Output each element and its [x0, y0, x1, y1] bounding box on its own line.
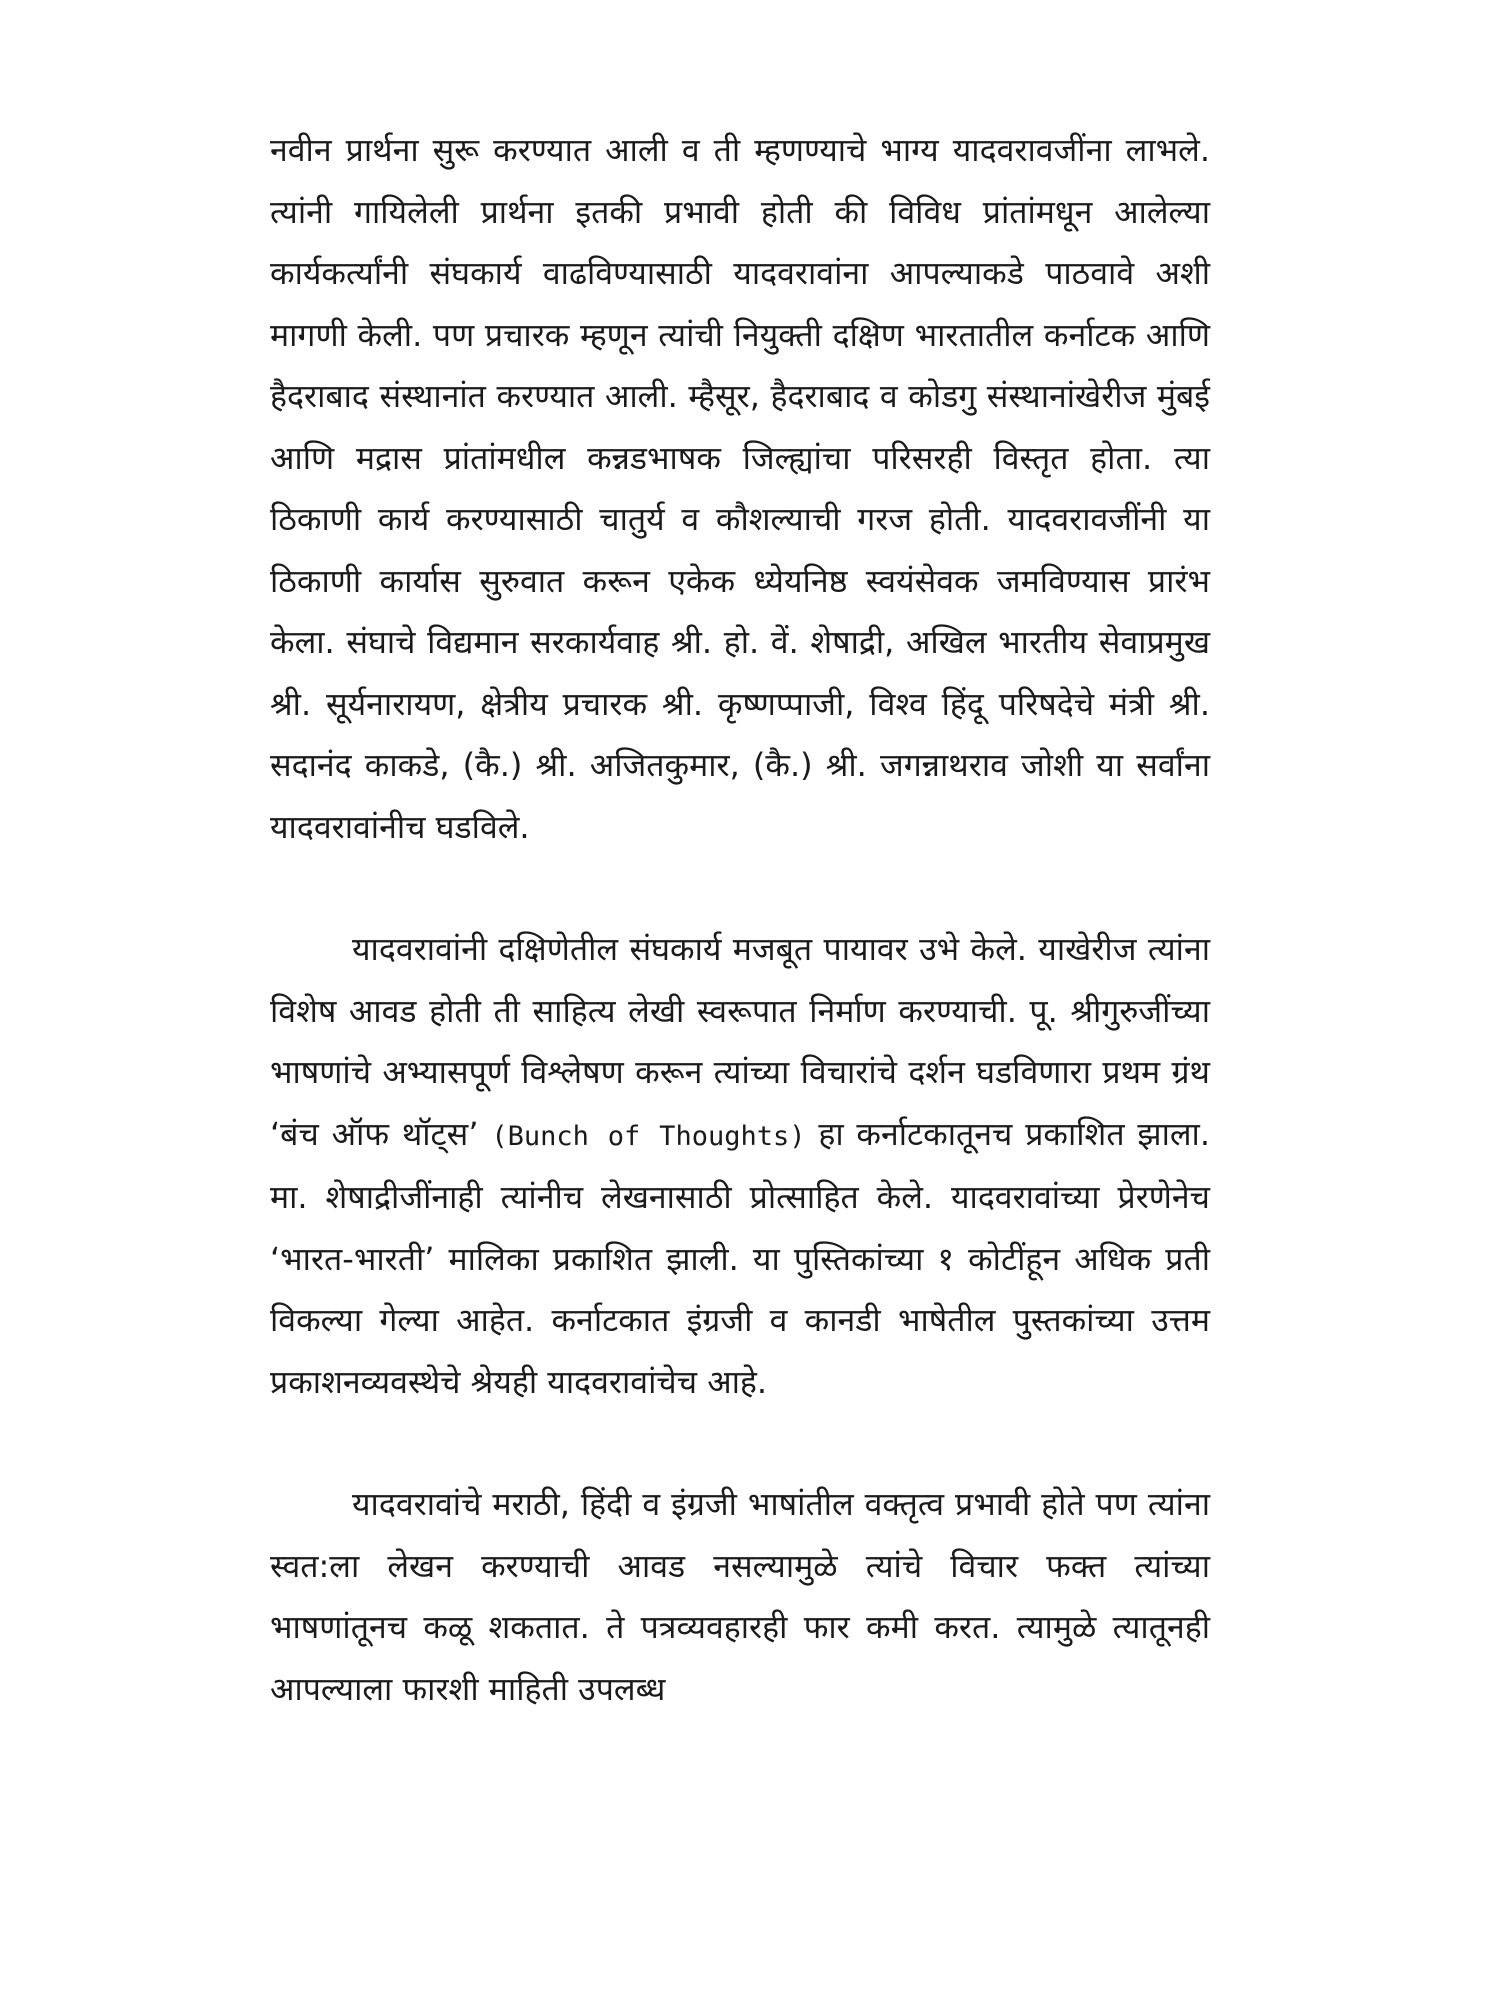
- paragraph-1: नवीन प्रार्थना सुरू करण्यात आली व ती म्हणण्याचे भाग्य यादवरावजींना लाभले. त्यांनी गायिलेली प्रार्थना इतकी प्रभावी होती की विविध प्रांतांमधून आलेल्या कार्यकर्त्यांनी संघकार्य वाढविण्यासाठी यादवरावांना आपल्याकडे पाठवावे अशी मागणी केली. पण प्रचारक म्हणून त्यांची नियुक्ती दक्षिण भारतातील कर्नाटक आणि हैदराबाद संस्थानांत करण्यात आली. म्हैसूर, हैदराबाद व कोडगु संस्थानांखेरीज मुंबई आणि मद्रास प्रांतांमधील कन्नडभाषक जिल्ह्यांचा परिसरही विस्तृत होता. त्या ठिकाणी कार्य करण्यासाठी चातुर्य व कौशल्याची गरज होती. यादवरावजींनी या ठिकाणी कार्यास सुरुवात करून एकेक ध्येयनिष्ठ स्वयंसेवक जमविण्यास प्रारंभ केला. संघाचे विद्यमान सरकार्यवाह श्री. हो. वें. शेषाद्री, अखिल भारतीय सेवाप्रमुख श्री. सूर्यनारायण, क्षेत्रीय प्रचारक श्री. कृष्णप्पाजी, विश्व हिंदू परिषदेचे मंत्री श्री. सदानंद काकडे, (कै.) श्री. अजितकुमार, (कै.) श्री. जगन्नाथराव जोशी या सर्वांना यादवरावांनीच घडविले.: [270, 131, 1210, 846]
- paragraph-3: यादवरावांचे मराठी, हिंदी व इंग्रजी भाषांतील वक्तृत्व प्रभावी होते पण त्यांना स्वत:ला लेखन करण्याची आवड नसल्यामुळे त्यांचे विचार फक्त त्यांच्या भाषणांतूनच कळू शकतात. ते पत्रव्यवहारही फार कमी करत. त्यामुळे त्यातूनही आपल्याला फारशी माहिती उपलब्ध: [270, 1485, 1210, 1708]
- paragraph-2-text-before: यादवरावांनी दक्षिणेतील संघकार्य मजबूत पायावर उभे केले. याखेरीज त्यांना विशेष आवड होती ती साहित्य लेखी स्वरूपात निर्माण करण्याची. पू. श्रीगुरुजींच्या भाषणांचे अभ्यासपूर्ण विश्लेषण करून त्यांच्या विचारांचे दर्शन घडविणारा प्रथम ग्रंथ ‘बंच ऑफ थॉट्स’: [270, 930, 1210, 1153]
- paragraph-2: [270, 919, 1210, 1413]
- paragraph-2-english-title: (Bunch of Thoughts): [491, 1120, 806, 1152]
- document-page: [270, 120, 1210, 1720]
- paragraph-2-text-after: हा कर्नाटकातूनच प्रकाशित झाला. मा. शेषाद्रीजींनाही त्यांनीच लेखनासाठी प्रोत्साहित केले. यादवरावांच्या प्रेरणेनेच ‘भारत-भारती’ मालिका प्रकाशित झाली. या पुस्तिकांच्या १ कोटींहून अधिक प्रती विकल्या गेल्या आहेत. कर्नाटकात इंग्रजी व कानडी भाषेतील पुस्तकांच्या उत्तम प्रकाशनव्यवस्थेचे श्रेयही यादवरावांचेच आहे.: [270, 1114, 1211, 1401]
